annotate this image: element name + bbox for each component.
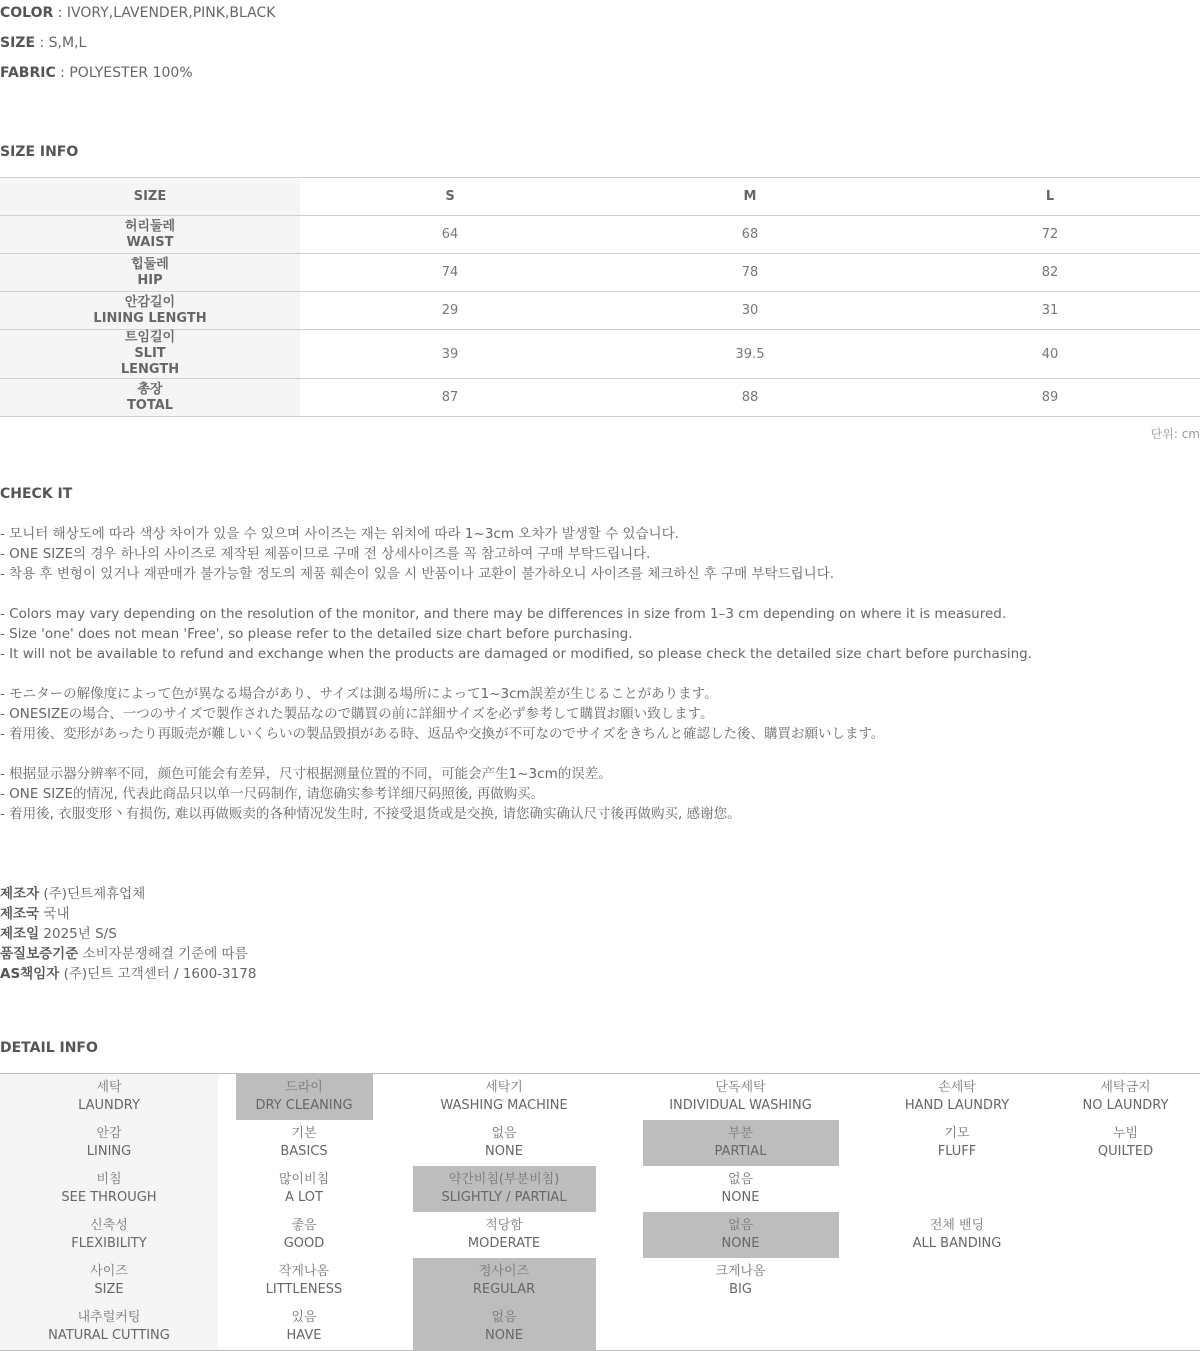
option-ko: 없음 [491, 1126, 517, 1141]
size-value: 89 [900, 379, 1200, 417]
measure-label-en: HIP [137, 272, 163, 288]
detail-label-ko: 사이즈 [90, 1264, 128, 1279]
option-ko: 기본 [291, 1126, 317, 1141]
detail-row-label [0, 1258, 218, 1304]
size-header-cell: SIZE [0, 178, 300, 216]
spec-color [0, 5, 275, 21]
detail-info-title: DETAIL INFO [0, 1040, 98, 1056]
spec-size-label: SIZE [0, 35, 36, 51]
size-value: 29 [300, 292, 600, 330]
option-ko: 누빔 [1112, 1126, 1139, 1141]
option-ko: 전체 밴딩 [929, 1218, 985, 1233]
option-ko: 적당함 [485, 1218, 523, 1233]
option-ko: 많이비침 [278, 1172, 330, 1187]
detail-option [390, 1120, 618, 1166]
detail-option [618, 1074, 863, 1121]
note-line: - ONESIZEの場合、一つのサイズで製作された製品なので購買の前に詳細サイズを必ず参考して購買お願い致します。 [0, 706, 714, 722]
maker-label: AS책임자 [0, 966, 60, 982]
option-ko: 세탁기 [485, 1080, 523, 1095]
option-en: MODERATE [467, 1236, 541, 1251]
size-header-cell: S [300, 178, 600, 216]
measure-label [0, 292, 300, 330]
measure-label-en: LENGTH [120, 362, 180, 377]
option-ko: 부분 [727, 1126, 754, 1141]
size-value: 39 [300, 330, 600, 379]
maker-label: 품질보증기준 [0, 946, 79, 962]
detail-option [1051, 1166, 1200, 1212]
measure-label [0, 254, 300, 292]
detail-option [863, 1212, 1051, 1258]
detail-row-label [0, 1074, 218, 1121]
detail-option [218, 1258, 390, 1304]
detail-option [1051, 1120, 1200, 1166]
spec-size [0, 35, 86, 51]
note-line: - 착용 후 변형이 있거나 재판매가 불가능할 정도의 제품 훼손이 있을 시 반품이나 교환이 불가하오니 사이즈를 체크하신 후 구매 부탁드립니다. [0, 566, 835, 582]
option-en: NONE [485, 1144, 523, 1159]
detail-option [218, 1166, 390, 1212]
maker-row [0, 924, 256, 944]
option-en: HAND LAUNDRY [904, 1098, 1010, 1113]
detail-option [863, 1258, 1051, 1304]
selected-highlight [643, 1212, 839, 1258]
detail-row-label [0, 1166, 218, 1212]
detail-option-selected [618, 1120, 863, 1166]
detail-label-ko: 신축성 [90, 1218, 128, 1233]
detail-option [218, 1304, 390, 1351]
size-value: 40 [900, 330, 1200, 379]
size-value: 87 [300, 379, 600, 417]
maker-info [0, 884, 256, 984]
option-en: LITTLENESS [265, 1282, 343, 1297]
selected-highlight [643, 1120, 839, 1166]
detail-row-label [0, 1120, 218, 1166]
table-row [0, 1212, 1200, 1258]
maker-value: (주)딘트 고객센터 / 1600-3178 [59, 966, 257, 982]
size-value: 39.5 [600, 330, 900, 379]
option-en: QUILTED [1097, 1144, 1154, 1159]
size-header-cell: L [900, 178, 1200, 216]
detail-option [1051, 1304, 1200, 1351]
option-ko: 작게나옴 [278, 1264, 330, 1279]
spec-color-value: : IVORY,LAVENDER,PINK,BLACK [53, 5, 276, 21]
detail-option [863, 1304, 1051, 1351]
maker-value: (주)딘트제휴업체 [39, 886, 146, 902]
unit-note: 단위: cm [1150, 427, 1200, 441]
table-row [0, 1258, 1200, 1304]
size-value: 31 [900, 292, 1200, 330]
measure-label-ko: 허리둘레 [124, 218, 176, 234]
maker-value: 국내 [39, 906, 70, 922]
option-ko: 세탁금지 [1100, 1080, 1151, 1095]
option-en: REGULAR [472, 1282, 536, 1297]
measure-label-ko: 트임길이 [124, 330, 176, 345]
option-en: FLUFF [937, 1144, 977, 1159]
option-en: SLIGHTLY / PARTIAL [441, 1190, 567, 1205]
spec-size-value: : S,M,L [35, 35, 87, 51]
note-line: - ONE SIZE의 경우 하나의 사이즈로 제작된 제품이므로 구매 전 상세사이즈를 꼭 참고하여 구매 부탁드립니다. [0, 546, 651, 562]
measure-label-en: LINING LENGTH [93, 310, 207, 326]
detail-option [1051, 1212, 1200, 1258]
size-value: 74 [300, 254, 600, 292]
option-ko: 좋음 [291, 1218, 317, 1233]
option-en: BIG [729, 1282, 752, 1297]
option-ko: 드라이 [285, 1080, 323, 1095]
selected-highlight [413, 1304, 596, 1350]
maker-row [0, 884, 256, 904]
size-value: 72 [900, 216, 1200, 254]
detail-option [863, 1074, 1051, 1121]
note-line: - 모니터 해상도에 따라 색상 차이가 있을 수 있으며 사이즈는 재는 위치에 따라 1~3cm 오차가 발생할 수 있습니다. [0, 526, 679, 542]
option-en: GOOD [283, 1236, 325, 1251]
note-line: - 着用後, 衣服变形丶有损伤, 难以再做贩卖的各种情况发生时, 不接受退货或是交换, 请您确实确认尺寸後再做购买, 感谢您。 [0, 806, 741, 822]
note-line: - Size 'one' does not mean 'Free', so please refer to the detailed size chart before purchasing. [0, 626, 633, 642]
size-value: 78 [600, 254, 900, 292]
option-en: INDIVIDUAL WASHING [669, 1098, 812, 1113]
size-value: 68 [600, 216, 900, 254]
selected-highlight [236, 1074, 373, 1120]
detail-label-en: NATURAL CUTTING [48, 1328, 170, 1343]
table-row [0, 330, 1200, 379]
check-it-title: CHECK IT [0, 486, 73, 502]
option-ko: 정사이즈 [478, 1264, 530, 1279]
measure-label-en: SLIT [134, 346, 166, 361]
notes-zh [0, 764, 741, 824]
maker-label: 제조국 [0, 906, 40, 922]
notes-en [0, 604, 1032, 664]
selected-highlight [413, 1258, 596, 1304]
detail-option [618, 1166, 863, 1212]
option-en: A LOT [285, 1190, 323, 1205]
maker-value: 2025년 S/S [39, 926, 117, 942]
table-row [0, 1166, 1200, 1212]
option-ko: 없음 [491, 1310, 517, 1325]
option-en: DRY CLEANING [255, 1098, 353, 1113]
spec-color-label: COLOR [0, 5, 54, 21]
detail-option [390, 1074, 618, 1121]
measure-label-ko: 안감길이 [124, 294, 176, 310]
size-table-header [0, 178, 1200, 216]
measure-label-en: TOTAL [126, 397, 174, 413]
measure-label-en: WAIST [126, 234, 174, 250]
note-line: - モニターの解像度によって色が異なる場合があり、サイズは測る場所によって1~3cm誤差が生じることがあります。 [0, 686, 718, 702]
note-line: - ONE SIZE的情况, 代表此商品只以单一尺码制作, 请您确实参考详细尺码照後, 再做购买。 [0, 786, 545, 802]
detail-option-selected [618, 1212, 863, 1258]
option-en: NONE [721, 1190, 760, 1205]
size-value: 82 [900, 254, 1200, 292]
detail-label-ko: 비침 [96, 1172, 122, 1187]
note-line: - 着用後、変形があったり再販売が難しいくらいの製品毀損がある時、返品や交換が不可なのでサイズをきちんと確認した後、購買お願いします。 [0, 726, 885, 742]
detail-option [618, 1304, 863, 1351]
notes-ja [0, 684, 884, 744]
option-en: PARTIAL [714, 1144, 767, 1159]
option-en: NONE [485, 1328, 523, 1343]
note-line: - 根据显示器分辨率不同，颜色可能会有差异，尺寸根据测量位置的不同，可能会产生1~3cm的误差。 [0, 766, 612, 782]
size-info-title: SIZE INFO [0, 144, 79, 160]
table-row [0, 1120, 1200, 1166]
maker-row [0, 944, 256, 964]
detail-option [218, 1212, 390, 1258]
detail-option [218, 1120, 390, 1166]
detail-option [863, 1120, 1051, 1166]
option-ko: 없음 [727, 1172, 754, 1187]
table-row [0, 254, 1200, 292]
detail-label-ko: 안감 [96, 1126, 122, 1141]
option-ko: 크게나옴 [715, 1264, 766, 1279]
selected-highlight [413, 1166, 596, 1212]
detail-option [390, 1212, 618, 1258]
detail-option [1051, 1074, 1200, 1121]
table-row [0, 1074, 1200, 1121]
detail-label-en: FLEXIBILITY [71, 1236, 147, 1251]
option-en: NONE [721, 1236, 760, 1251]
option-ko: 있음 [291, 1310, 317, 1325]
detail-option-selected [390, 1304, 618, 1351]
maker-row [0, 904, 256, 924]
option-ko: 기모 [944, 1126, 970, 1141]
detail-label-en: SIZE [94, 1282, 124, 1297]
measure-label [0, 330, 300, 379]
option-en: NO LAUNDRY [1082, 1098, 1169, 1113]
note-line: - Colors may vary depending on the resolution of the monitor, and there may be differences in size from 1–3 cm depending on where it is measured. [0, 606, 1007, 622]
option-en: BASICS [280, 1144, 328, 1159]
maker-label: 제조자 [0, 886, 40, 902]
detail-label-ko: 내추럴커팅 [77, 1310, 141, 1325]
option-ko: 손세탁 [938, 1080, 976, 1095]
maker-label: 제조일 [0, 926, 40, 942]
measure-label-ko: 총장 [137, 381, 163, 397]
detail-option-selected [390, 1258, 618, 1304]
option-ko: 약간비침(부분비침) [448, 1172, 560, 1187]
table-row [0, 1304, 1200, 1351]
detail-option [1051, 1258, 1200, 1304]
detail-row-label [0, 1212, 218, 1258]
detail-row-label [0, 1304, 218, 1351]
detail-label-ko: 세탁 [96, 1080, 122, 1095]
size-value: 30 [600, 292, 900, 330]
option-en: WASHING MACHINE [440, 1098, 568, 1113]
measure-label-ko: 힙둘레 [131, 256, 169, 272]
table-row [0, 379, 1200, 417]
detail-option [863, 1166, 1051, 1212]
option-ko: 없음 [727, 1218, 754, 1233]
detail-label-en: LINING [86, 1144, 132, 1159]
size-table [0, 177, 1200, 417]
detail-option [618, 1258, 863, 1304]
detail-table [0, 1073, 1200, 1351]
table-row [0, 292, 1200, 330]
size-value: 88 [600, 379, 900, 417]
size-header-cell: M [600, 178, 900, 216]
spec-fabric-label: FABRIC [0, 65, 56, 81]
size-value: 64 [300, 216, 600, 254]
detail-option-selected [390, 1166, 618, 1212]
table-row [0, 216, 1200, 254]
option-ko: 단독세탁 [715, 1080, 766, 1095]
detail-label-en: SEE THROUGH [61, 1190, 157, 1205]
detail-option-selected [218, 1074, 390, 1121]
option-en: ALL BANDING [912, 1236, 1002, 1251]
maker-value: 소비자분쟁해결 기준에 따름 [78, 946, 248, 962]
notes-ko [0, 524, 834, 584]
measure-label [0, 216, 300, 254]
spec-fabric-value: : POLYESTER 100% [55, 65, 193, 81]
spec-fabric [0, 65, 193, 81]
detail-label-en: LAUNDRY [78, 1098, 140, 1113]
note-line: - It will not be available to refund and exchange when the products are damaged or modified, so please check the detailed size chart before purchasing. [0, 646, 1032, 662]
measure-label [0, 379, 300, 417]
option-en: HAVE [286, 1328, 322, 1343]
maker-row [0, 964, 256, 984]
